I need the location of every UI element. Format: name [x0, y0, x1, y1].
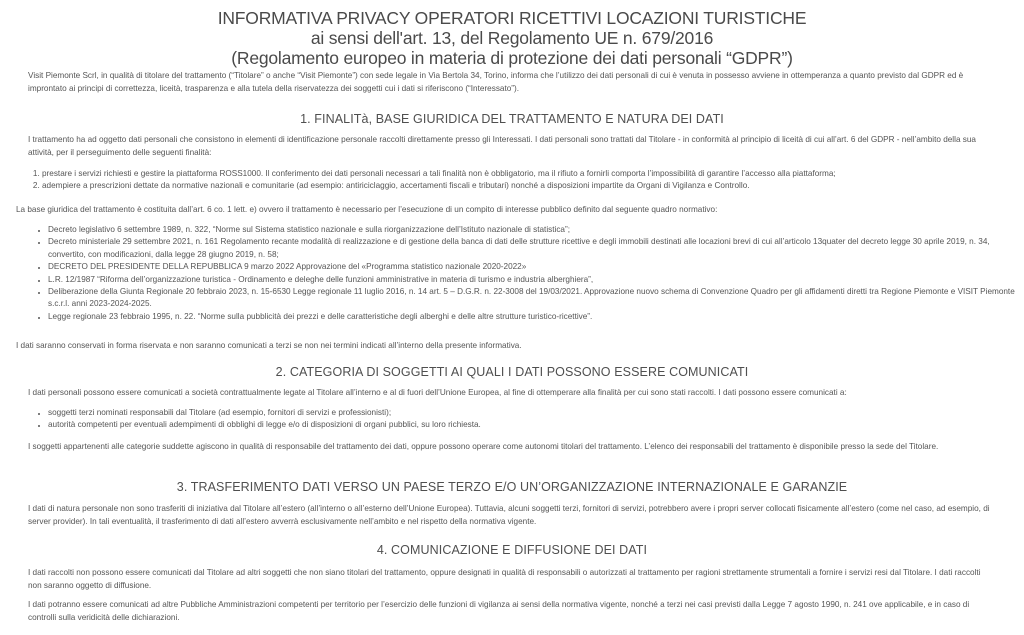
list-item: • Deliberazione della Giunta Regionale 20 febbraio 2023, n. 15-6530 Legge regionale 11 luglio 2016, n. 14 art. 5 – D.G.R. n. 22-3008 del 19/03/2021. Approvazione nuovo schema di Convenzione Quadro per gli affidamenti diretti tra Regione Piemonte e VISIT Piemonte s.c.r.l. anni 2023-2024-2025.	[48, 286, 1018, 311]
list-item: • Decreto legislativo 6 settembre 1989, n. 322, “Norme sul Sistema statistico nazionale e sulla riorganizzazione dell’Istituto nazionale di statistica”;	[48, 224, 1018, 236]
section-3-heading: 3. TRASFERIMENTO DATI VERSO UN PAESE TERZO E/O UN’ORGANIZZAZIONE INTERNAZIONALE E GARANZIE	[176, 480, 848, 494]
list-item: • Legge regionale 23 febbraio 1995, n. 22. “Norme sulla pubblicità dei prezzi e delle caratteristiche degli alberghi e delle altre strutture turistico-ricettive”.	[48, 311, 1018, 323]
section-2-paragraph-2: I soggetti appartenenti alle categorie suddette agiscono in qualità di responsabile del trattamento dei dati, oppure possono operare come autonomi titolari del trattamento. L’elenco dei responsabili del trattamento è disponibile presso la sede del Titolare.	[28, 442, 939, 451]
section-2-paragraph-1: I dati personali possono essere comunicati a società contrattualmente legate al Titolare all’interno e al di fuori dell’Unione Europea, al fine di ottemperare alla finalità per cui sono stati raccolti. I dati possono essere comunicati a:	[28, 388, 847, 397]
section-2-heading: 2. CATEGORIA DI SOGGETTI AI QUALI I DATI POSSONO ESSERE COMUNICATI	[275, 365, 749, 379]
section-1-paragraph-1: I trattamento ha ad oggetto dati personali che consistono in elementi di identificazione personale raccolti direttamente presso gli Interessati. I dati personali sono trattati dal Titolare - in conformità al principio di liceità di cui all’art. 6 del GDPR - nell’ambito della sua attività, per il perseguimento delle seguenti finalità:	[28, 135, 976, 157]
list-item: • autorità competenti per eventuali adempimenti di obblighi di legge e/o di disposizioni di organi pubblici, su loro richiesta.	[48, 419, 1018, 431]
section-1-paragraph-2: La base giuridica del trattamento è costituita dall’art. 6 co. 1 lett. e) ovvero il trattamento è necessario per l’esecuzione di un compito di interesse pubblico definito dal seguente quadro normativo:	[16, 205, 718, 214]
list-item: • DECRETO DEL PRESIDENTE DELLA REPUBBLICA 9 marzo 2022 Approvazione del «Programma statistico nazionale 2020-2022»	[48, 261, 1018, 273]
list-item: 1. prestare i servizi richiesti e gestire la piattaforma ROSS1000. Il conferimento dei dati personali necessari a tali finalità non è obbligatorio, ma il rifiuto a fornirli comporta l’impossibilità di garantire l’accesso alla piattaforma;	[42, 168, 1017, 180]
section-4-paragraph-2: I dati potranno essere comunicati ad altre Pubbliche Amministrazioni competenti per territorio per l’esercizio delle funzioni di vigilanza ai sensi della normativa vigente, nonché a terzi nei casi previsti dalla Legge 7 agosto 1990, n. 241 ove applicabile, e in caso di controlli sulla veridicità delle dichiarazioni.	[28, 600, 970, 622]
section-1-ordered-list	[28, 168, 1017, 193]
list-item: • L.R. 12/1987 “Riforma dell’organizzazione turistica - Ordinamento e deleghe delle funzioni amministrative in materia di turismo e industria alberghiera”,	[48, 274, 1018, 286]
list-item: • soggetti terzi nominati responsabili dal Titolare (ad esempio, fornitori di servizi e professionisti);	[48, 407, 1018, 419]
list-item: • Decreto ministeriale 29 settembre 2021, n. 161 Regolamento recante modalità di realizzazione e di gestione della banca di dati delle strutture ricettive e degli immobili destinati alle locazioni brevi di cui all’articolo 13quater del decreto legge 30 aprile 2019, n. 34, convertito, con modificazioni, dalla legge 28 giugno 2019, n. 58;	[48, 236, 1018, 261]
section-4-paragraph-1: I dati raccolti non possono essere comunicati dal Titolare ad altri soggetti che non siano titolari del trattamento, oppure designati in qualità di responsabili o autorizzati al trattamento per ragioni strettamente strumentali a fornire i servizi resi dal Titolare. I dati raccolti non saranno oggetto di diffusione.	[28, 568, 981, 590]
title-line-1: INFORMATIVA PRIVACY OPERATORI RICETTIVI LOCAZIONI TURISTICHE	[217, 8, 807, 28]
intro-paragraph: Visit Piemonte Scrl, in qualità di titolare del trattamento (“Titolare” o anche “Visit Piemonte”) con sede legale in Via Bertola 34, Torino, informa che l’utilizzo dei dati personali di cui è venuta in possesso avviene in ottemperanza a quanto previsto dal GDPR ed è improntato ai principi di correttezza, liceità, trasparenza e alla tutela della riservatezza dei soggetti cui i dati si riferiscono (“Interessato”).	[28, 71, 964, 93]
section-3-paragraph-1: I dati di natura personale non sono trasferiti di iniziativa dal Titolare all’estero (all’interno o all’esterno dell’Unione Europea). Tuttavia, alcuni soggetti terzi, fornitori di servizi, potrebbero avere i propri server collocati fisicamente all’estero (come nel caso, ad esempio, di server provider). In tali eventualità, il trasferimento di dati all’estero avverrà esclusivamente nell’ambito e nel rispetto della normativa vigente.	[28, 504, 990, 526]
title-line-3: (Regolamento europeo in materia di protezione dei dati personali “GDPR”)	[231, 48, 793, 68]
section-1-heading: 1. FINALITà, BASE GIURIDICA DEL TRATTAMENTO E NATURA DEI DATI	[300, 112, 724, 126]
section-2-bullet-list	[34, 407, 1018, 432]
document-title	[0, 0, 1024, 68]
title-line-2: ai sensi dell'art. 13, del Regolamento UE n. 679/2016	[310, 28, 714, 48]
section-1-bullet-list	[34, 224, 1018, 323]
section-4-heading: 4. COMUNICAZIONE E DIFFUSIONE DEI DATI	[376, 543, 648, 557]
section-1-paragraph-3: I dati saranno conservati in forma riservata e non saranno comunicati a terzi se non nei termini indicati all’interno della presente informativa.	[16, 341, 522, 350]
list-item: 2. adempiere a prescrizioni dettate da normative nazionali e comunitarie (ad esempio: antiriciclaggio, accertamenti fiscali e tributari) nonché a disposizioni impartite da Organi di Vigilanza e Controllo.	[42, 180, 1017, 192]
